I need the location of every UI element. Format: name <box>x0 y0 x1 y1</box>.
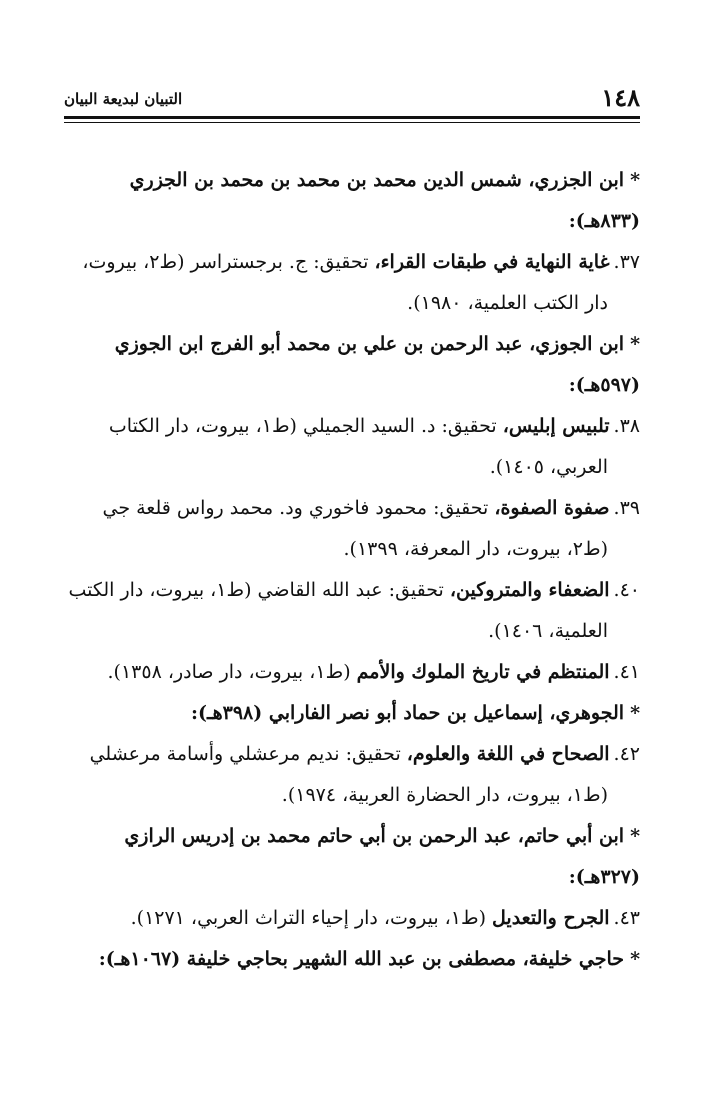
work-title: تلبيس إبليس، <box>502 415 610 437</box>
work-title: الضعفاء والمتروكين، <box>449 579 610 601</box>
work-entry <box>64 570 640 652</box>
header-rule-thick <box>64 116 640 119</box>
work-details: تحقيق: محمود فاخوري ود. محمد رواس قلعة جي <box>102 497 495 519</box>
work-details-cont: دار الكتب العلمية، ١٩٨٠). <box>407 292 608 314</box>
author-entry <box>64 160 640 242</box>
page-number: ١٤٨ <box>601 83 640 112</box>
author-text: ابن الجزري، شمس الدين محمد بن محمد بن محمد بن الجزري <box>129 169 625 191</box>
bullet-star: * <box>630 333 640 355</box>
work-title: الصحاح في اللغة والعلوم، <box>406 743 610 765</box>
author-text-cont: (٥٩٧هـ): <box>568 374 640 396</box>
entry-number: ٣٨. <box>613 415 640 437</box>
work-details: (ط١، بيروت، دار إحياء التراث العربي، ١٢٧١). <box>130 907 493 929</box>
work-entry <box>64 488 640 570</box>
entry-number: ٤١. <box>613 661 640 683</box>
bullet-star: * <box>630 169 640 191</box>
author-text: حاجي خليفة، مصطفى بن عبد الله الشهير بحاجي خليفة (١٠٦٧هـ): <box>98 948 625 970</box>
author-text-cont: (٣٢٧هـ): <box>568 866 640 888</box>
author-text: ابن أبي حاتم، عبد الرحمن بن أبي حاتم محمد بن إدريس الرازي <box>124 825 625 847</box>
work-details-cont: العلمية، ١٤٠٦). <box>488 620 608 642</box>
work-details-cont: (ط١، بيروت، دار الحضارة العربية، ١٩٧٤). <box>281 784 608 806</box>
entry-number: ٤٣. <box>613 907 640 929</box>
work-details: (ط١، بيروت، دار صادر، ١٣٥٨). <box>107 661 357 683</box>
author-entry <box>64 939 640 980</box>
author-entry <box>64 693 640 734</box>
author-entry <box>64 816 640 898</box>
work-details-cont: (ط٢، بيروت، دار المعرفة، ١٣٩٩). <box>343 538 608 560</box>
work-entry <box>64 734 640 816</box>
author-entry <box>64 324 640 406</box>
work-entry <box>64 406 640 488</box>
work-details: تحقيق: ج. برجستراسر (ط٢، بيروت، <box>82 251 375 273</box>
work-title: صفوة الصفوة، <box>494 497 610 519</box>
author-text: الجوهري، إسماعيل بن حماد أبو نصر الفارابي (٣٩٨هـ): <box>191 702 625 724</box>
work-entry <box>64 242 640 324</box>
bullet-star: * <box>630 825 640 847</box>
bullet-star: * <box>630 948 640 970</box>
entry-number: ٤٢. <box>613 743 640 765</box>
entry-number: ٣٧. <box>613 251 640 273</box>
work-title: غاية النهاية في طبقات القراء، <box>374 251 610 273</box>
work-details-cont: العربي، ١٤٠٥). <box>489 456 608 478</box>
work-title: المنتظم في تاريخ الملوك والأمم <box>356 661 610 683</box>
page-header <box>64 74 640 110</box>
work-title: الجرح والتعديل <box>492 907 610 929</box>
header-rule-thin <box>64 122 640 123</box>
work-entry <box>64 898 640 939</box>
bullet-star: * <box>630 702 640 724</box>
work-details: تحقيق: نديم مرعشلي وأسامة مرعشلي <box>89 743 407 765</box>
work-details: تحقيق: د. السيد الجميلي (ط١، بيروت، دار الكتاب <box>108 415 503 437</box>
work-entry <box>64 652 640 693</box>
author-text-cont: (٨٣٣هـ): <box>568 210 640 232</box>
author-text: ابن الجوزي، عبد الرحمن بن علي بن محمد أبو الفرج ابن الجوزي <box>114 333 625 355</box>
running-title: التبيان لبديعة البيان <box>64 90 183 108</box>
work-details: تحقيق: عبد الله القاضي (ط١، بيروت، دار الكتب <box>68 579 450 601</box>
entry-number: ٤٠. <box>613 579 640 601</box>
entry-number: ٣٩. <box>613 497 640 519</box>
bibliography-list <box>64 160 640 980</box>
